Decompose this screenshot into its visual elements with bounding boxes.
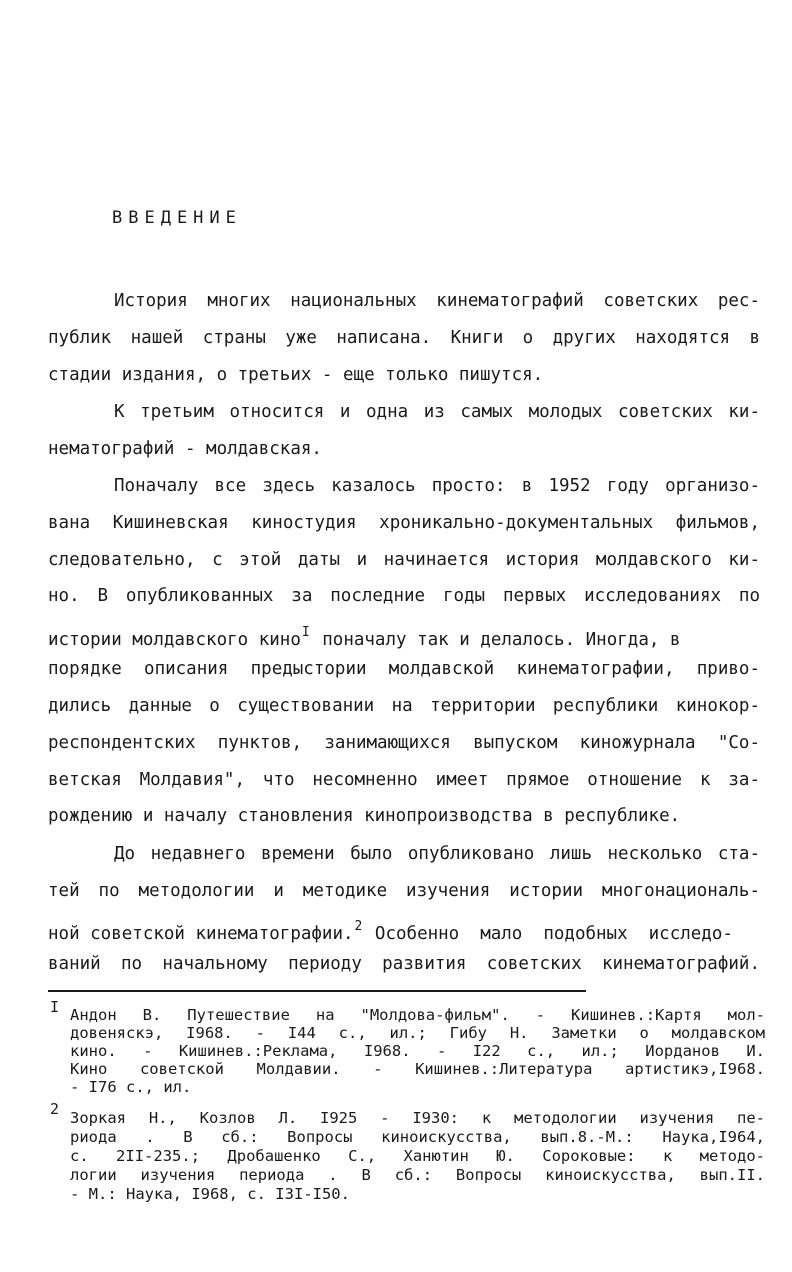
- text-line: До недавнего времени было опубликовано лишь несколько ста-: [114, 844, 760, 864]
- footnote-line: довеняскэ, I968. - I44 с., ил.; Гибу Н. Заметки о молдавском: [70, 1024, 765, 1042]
- text-line: следовательно, с этой даты и начинается история молдавского ки-: [48, 550, 760, 570]
- text-line: дились данные о существовании на территории республики кинокор-: [48, 696, 760, 716]
- text-line: стадии издания, о третьих - еще только пишутся.: [48, 365, 544, 385]
- text-line: Поначалу все здесь казалось просто: в 1952 году организо-: [114, 476, 760, 496]
- text-line: респондентских пунктов, занимающихся выпуском киножурнала "Со-: [48, 733, 760, 753]
- text-fragment: ной советской кинематографии.: [48, 924, 354, 944]
- footnote-line: кино. - Кишинев.:Реклама, I968. - I22 с., ил.; Иорданов И.: [70, 1042, 765, 1060]
- footnote-divider: [48, 990, 586, 992]
- text-fragment: Особенно мало подобных исследо-: [374, 924, 733, 944]
- text-line: К третьим относится и одна из самых молодых советских ки-: [114, 402, 760, 422]
- footnote-line: риода . В сб.: Вопросы киноискусства, вып.8.-М.: Наука,I964,: [70, 1128, 765, 1146]
- text-line: публик нашей страны уже написана. Книги о других находятся в: [48, 328, 760, 348]
- page-heading: ВВЕДЕНИЕ: [112, 208, 242, 228]
- text-line: рождению и началу становления кинопроизводства в республике.: [48, 806, 681, 826]
- text-fragment: истории молдавского кино: [48, 630, 301, 650]
- footnote-line: - М.: Наука, I968, с. I3I-I50.: [70, 1185, 350, 1203]
- footnote-line: Зоркая Н., Козлов Л. I925 - I930: к методологии изучения пе-: [70, 1109, 765, 1127]
- footnote-ref-2[interactable]: 2: [354, 919, 363, 934]
- text-line: нематографий - молдавская.: [48, 439, 322, 459]
- text-fragment: поначалу так и делалось. Иногда, в: [322, 630, 681, 650]
- text-line: порядке описания предыстории молдавской кинематографии, приво-: [48, 659, 760, 679]
- footnote-line: - I76 с., ил.: [70, 1078, 192, 1096]
- text-line: История многих национальных кинематографий советских рес-: [114, 291, 760, 311]
- text-line-with-footnote: [48, 916, 760, 945]
- footnote-line: Андон В. Путешествие на "Молдова-фильм". - Кишинев.:Картя мол-: [70, 1006, 765, 1024]
- text-line: ветская Молдавия", что несомненно имеет прямое отношение к за-: [48, 770, 760, 790]
- footnote-line: Кино советской Молдавии. - Кишинев.:Литература артистикэ,I968.: [70, 1060, 765, 1078]
- footnote-line: логии изучения периода . В сб.: Вопросы киноискусства, вып.II.: [70, 1166, 765, 1184]
- footnote-ref-1[interactable]: I: [301, 625, 310, 640]
- footnote-mark-2: 2: [50, 1100, 60, 1118]
- text-line: ваний по начальному периоду развития советских кинематографий.: [48, 954, 760, 974]
- text-line: тей по методологии и методике изучения истории многонациональ-: [48, 881, 760, 901]
- text-line: но. В опубликованных за последние годы первых исследованиях по: [48, 586, 760, 606]
- text-line-with-footnote: [48, 622, 760, 651]
- text-line: вана Кишиневская киностудия хроникально-документальных фильмов,: [48, 513, 760, 533]
- footnote-mark-1: I: [50, 998, 60, 1016]
- footnote-line: с. 2II-235.; Дробашенко С., Ханютин Ю. Сороковые: к методо-: [70, 1147, 765, 1165]
